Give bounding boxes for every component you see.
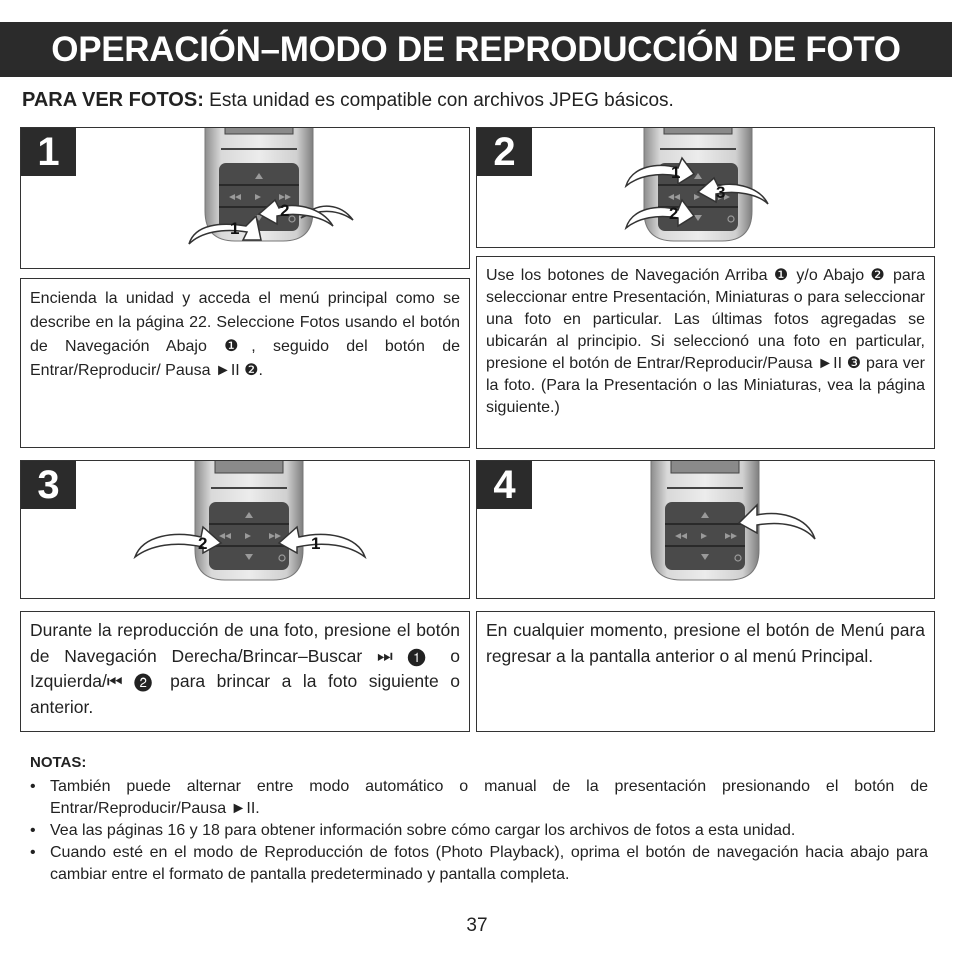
page-number: 37 xyxy=(466,915,488,936)
callout-1: 1 xyxy=(230,219,240,238)
note-item: • También puede alternar entre modo automático o manual de la presentación presionando el botón de Entrar/Reproducir/Pausa ►II. xyxy=(30,776,928,820)
device-illustration xyxy=(131,461,371,599)
device-illustration xyxy=(647,461,847,599)
step-2-number: 2 xyxy=(477,128,532,176)
step-4-text: En cualquier momento, presione el botón de Menú para regresar a la pantalla anterior o al menú Principal. xyxy=(476,611,935,732)
page-header xyxy=(0,22,952,77)
note-item: • Cuando esté en el modo de Reproducción de fotos (Photo Playback), oprima el botón de navegación hacia abajo para cambiar entre el formato de pantalla predeterminado y pantalla completa. xyxy=(30,842,928,886)
notes-list xyxy=(30,776,928,886)
callout-3: 3 xyxy=(716,183,726,202)
note-item: • Vea las páginas 16 y 18 para obtener información sobre cómo cargar los archivos de fotos a esta unidad. xyxy=(30,820,928,842)
device-illustration xyxy=(622,128,782,248)
callout-1: 1 xyxy=(311,534,321,553)
step-2-illustration xyxy=(476,127,935,248)
intro-text: Esta unidad es compatible con archivos JPEG básicos. xyxy=(209,90,674,111)
intro-line xyxy=(22,89,674,112)
callout-2: 2 xyxy=(280,201,290,220)
callout-1: 1 xyxy=(671,163,681,182)
intro-label: PARA VER FOTOS: xyxy=(22,89,204,111)
step-3-number: 3 xyxy=(21,461,76,509)
step-2-text: Use los botones de Navegación Arriba ❶ y/o Abajo ❷ para seleccionar entre Presentación, Miniaturas o para seleccionar una foto en particular. Las últimas fotos agregadas se ubicarán al principio. Si seleccionó una foto en particular, presione el botón de Entrar/Reproducir/Pausa ►II ❸ para ver la foto. (Para la Presentación o las Miniaturas, vea la página siguiente.) xyxy=(476,256,935,449)
step-3-illustration xyxy=(20,460,470,599)
step-4-number: 4 xyxy=(477,461,532,509)
device-illustration xyxy=(181,128,381,269)
notes-title: NOTAS: xyxy=(30,754,87,771)
step-1-number: 1 xyxy=(21,128,76,176)
callout-2: 2 xyxy=(669,204,679,223)
step-1-illustration xyxy=(20,127,470,269)
step-4-illustration xyxy=(476,460,935,599)
step-1-text: Encienda la unidad y acceda el menú principal como se describe en la página 22. Seleccione Fotos usando el botón de Navegación Abajo ❶, seguido del botón de Entrar/Reproducir/ Pausa ►II ❷. xyxy=(20,278,470,448)
callout-2: 2 xyxy=(198,534,208,553)
page-title: OPERACIÓN–MODO DE REPRODUCCIÓN DE FOTO xyxy=(51,30,901,69)
step-3-text: Durante la reproducción de una foto, presione el botón de Navegación Derecha/Brincar–Buscar ⏭ ❶ o Izquierda/⏮ ❷ para brincar a la foto siguiente o anterior. xyxy=(20,611,470,732)
notes-section xyxy=(30,752,928,886)
